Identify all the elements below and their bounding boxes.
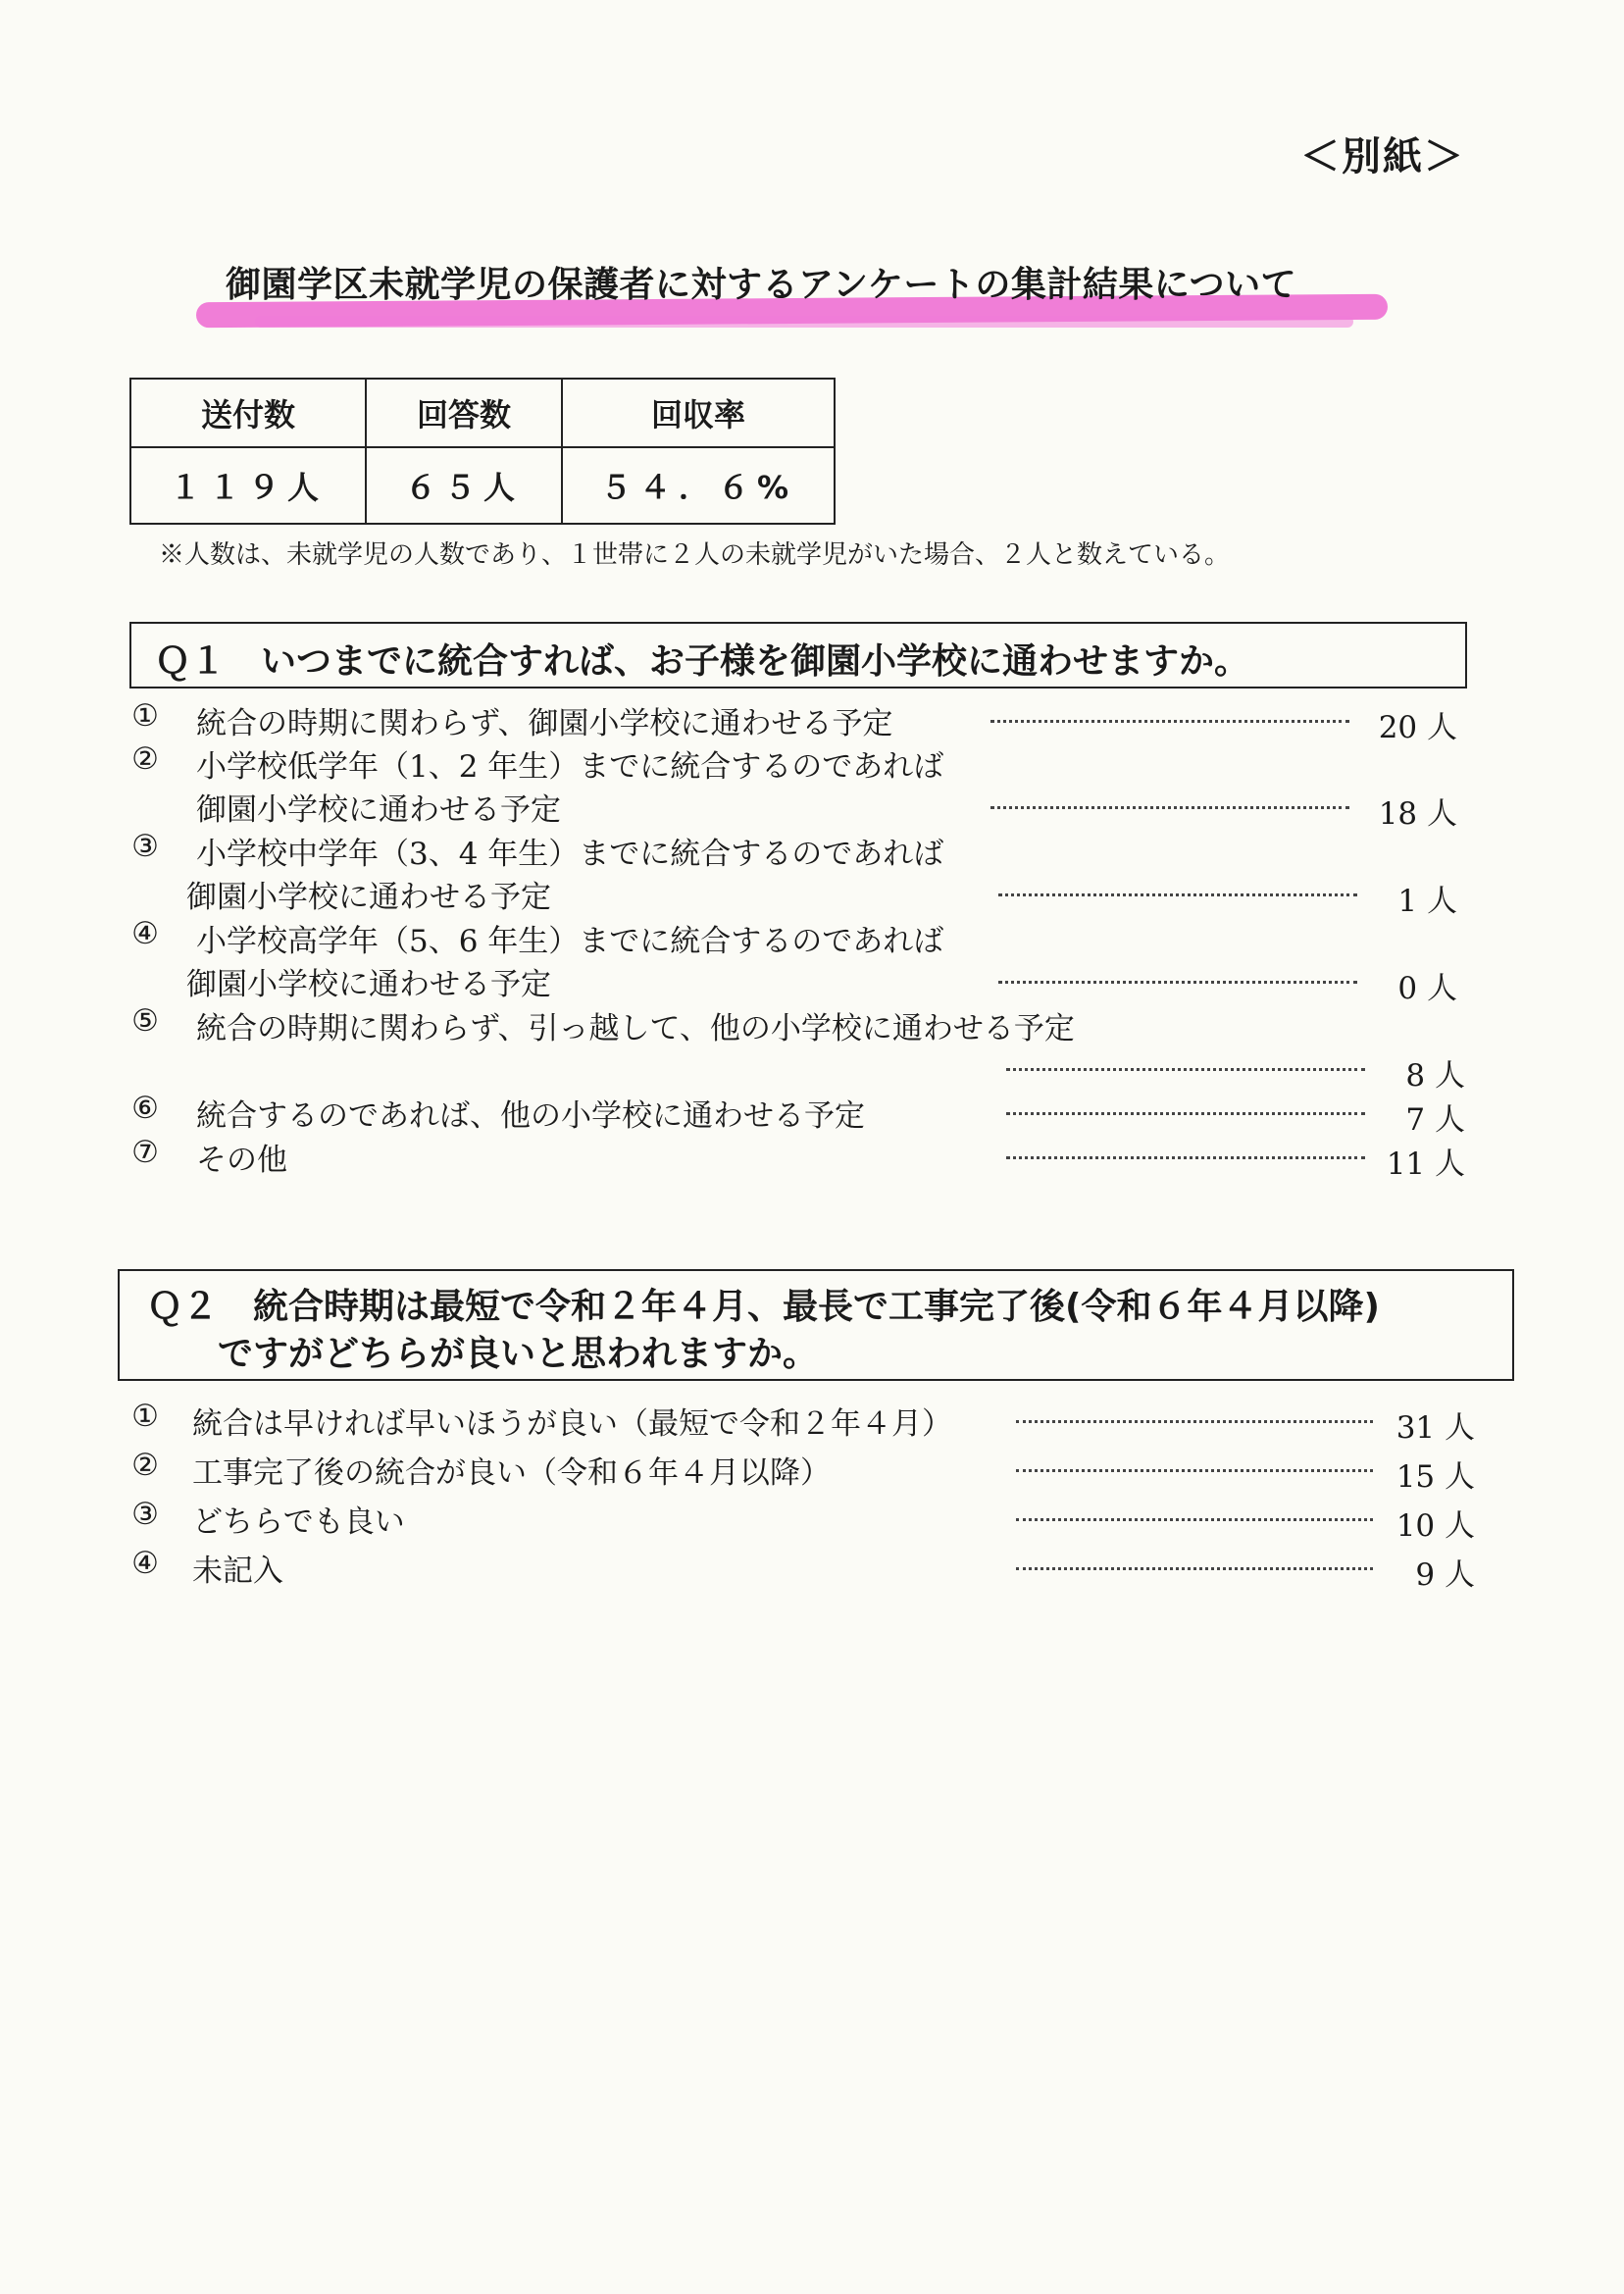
answer-count: 11 人	[1386, 1147, 1465, 1182]
answer-count: 7 人	[1405, 1102, 1465, 1138]
footnote: ※人数は、未就学児の人数であり、１世帯に２人の未就学児がいた場合、２人と数えている。	[159, 540, 1231, 570]
answer-number: ⑥	[131, 1091, 159, 1126]
answer-text-line2: 御園小学校に通わせる予定	[186, 967, 551, 1002]
q2-question-line2: ですがどちらが良いと思われますか。	[218, 1334, 819, 1374]
answer-text: 工事完了後の統合が良い（令和６年４月以降）	[192, 1455, 831, 1491]
answer-text-line1: 小学校高学年（5、6 年生）までに統合するのであれば	[196, 924, 944, 959]
answer-text: 未記入	[192, 1554, 283, 1589]
title-highlighter-mark-secondary	[255, 316, 1353, 328]
leader-dots	[1016, 1420, 1373, 1423]
answer-count: 15 人	[1396, 1459, 1475, 1495]
leader-dots	[1006, 1156, 1365, 1159]
q2-answer-4	[126, 1546, 1479, 1593]
answer-number: ⑦	[131, 1135, 159, 1170]
answer-count: 10 人	[1396, 1508, 1475, 1544]
answer-count: 9 人	[1415, 1557, 1475, 1593]
q1-answer-1	[126, 698, 1479, 745]
answer-text-line1: 小学校中学年（3、4 年生）までに統合するのであれば	[196, 837, 944, 872]
q2-question-line1: Ｑ２ 統合時期は最短で令和２年４月、最長で工事完了後(令和６年４月以降)	[147, 1287, 1380, 1327]
answer-number: ②	[131, 1448, 159, 1483]
answer-text: 統合するのであれば、他の小学校に通わせる予定	[196, 1098, 865, 1134]
summary-header-row	[130, 379, 835, 447]
document-title: 御園学区未就学児の保護者に対するアンケートの集計結果について	[226, 265, 1297, 305]
leader-dots	[998, 893, 1357, 896]
answer-text: 統合は早ければ早いほうが良い（最短で令和２年４月）	[192, 1406, 952, 1442]
annex-label: ＜別紙＞	[1300, 134, 1465, 179]
summary-table	[129, 378, 836, 525]
q1-answer-5	[126, 1003, 1479, 1094]
q1-answer-2	[126, 741, 1479, 832]
leader-dots	[1006, 1068, 1365, 1071]
q1-question-box	[129, 622, 1467, 688]
header-responses: 回答数	[366, 379, 562, 447]
leader-dots	[998, 981, 1357, 984]
q1-answer-3	[126, 829, 1479, 919]
answer-number: ①	[131, 698, 159, 734]
q2-question-box	[118, 1269, 1514, 1381]
answer-count: 20 人	[1378, 710, 1457, 745]
q1-answer-4	[126, 916, 1479, 1006]
answer-number: ④	[131, 1546, 159, 1581]
leader-dots	[990, 720, 1349, 723]
answer-count: 31 人	[1396, 1410, 1475, 1446]
answer-number: ①	[131, 1399, 159, 1434]
answer-number: ③	[131, 829, 159, 864]
value-responses: ６５人	[366, 447, 562, 524]
answer-text: 統合の時期に関わらず、引っ越して、他の小学校に通わせる予定	[196, 1011, 1075, 1046]
summary-value-row	[130, 447, 835, 524]
leader-dots	[1016, 1518, 1373, 1521]
answer-text: その他	[196, 1143, 287, 1178]
leader-dots	[1016, 1469, 1373, 1472]
answer-count: 0 人	[1397, 971, 1457, 1006]
q2-answer-3	[126, 1497, 1479, 1544]
answer-number: ③	[131, 1497, 159, 1532]
answer-count: 8 人	[1405, 1058, 1465, 1094]
answer-number: ⑤	[131, 1003, 159, 1039]
leader-dots	[990, 806, 1349, 809]
answer-number: ④	[131, 916, 159, 951]
leader-dots	[1016, 1567, 1373, 1570]
q1-question: Ｑ１ いつまでに統合すれば、お子様を御園小学校に通わせますか。	[155, 641, 1250, 682]
title-block	[196, 257, 1393, 345]
value-sent: １１９人	[130, 447, 366, 524]
q1-answer-7	[126, 1135, 1479, 1182]
answer-text-line2: 御園小学校に通わせる予定	[186, 880, 551, 915]
answer-text-line1: 小学校低学年（1、2 年生）までに統合するのであれば	[196, 749, 944, 785]
q1-answer-6	[126, 1091, 1479, 1138]
q2-answer-1	[126, 1399, 1479, 1446]
leader-dots	[1006, 1112, 1365, 1115]
header-sent: 送付数	[130, 379, 366, 447]
answer-count: 1 人	[1397, 884, 1457, 919]
answer-number: ②	[131, 741, 159, 777]
answer-text: 統合の時期に関わらず、御園小学校に通わせる予定	[196, 706, 893, 741]
q2-answer-2	[126, 1448, 1479, 1495]
header-rate: 回収率	[562, 379, 835, 447]
answer-text-line2: 御園小学校に通わせる予定	[196, 792, 561, 828]
answer-count: 18 人	[1378, 796, 1457, 832]
answer-text: どちらでも良い	[192, 1504, 405, 1540]
value-rate: ５４．６%	[562, 447, 835, 524]
